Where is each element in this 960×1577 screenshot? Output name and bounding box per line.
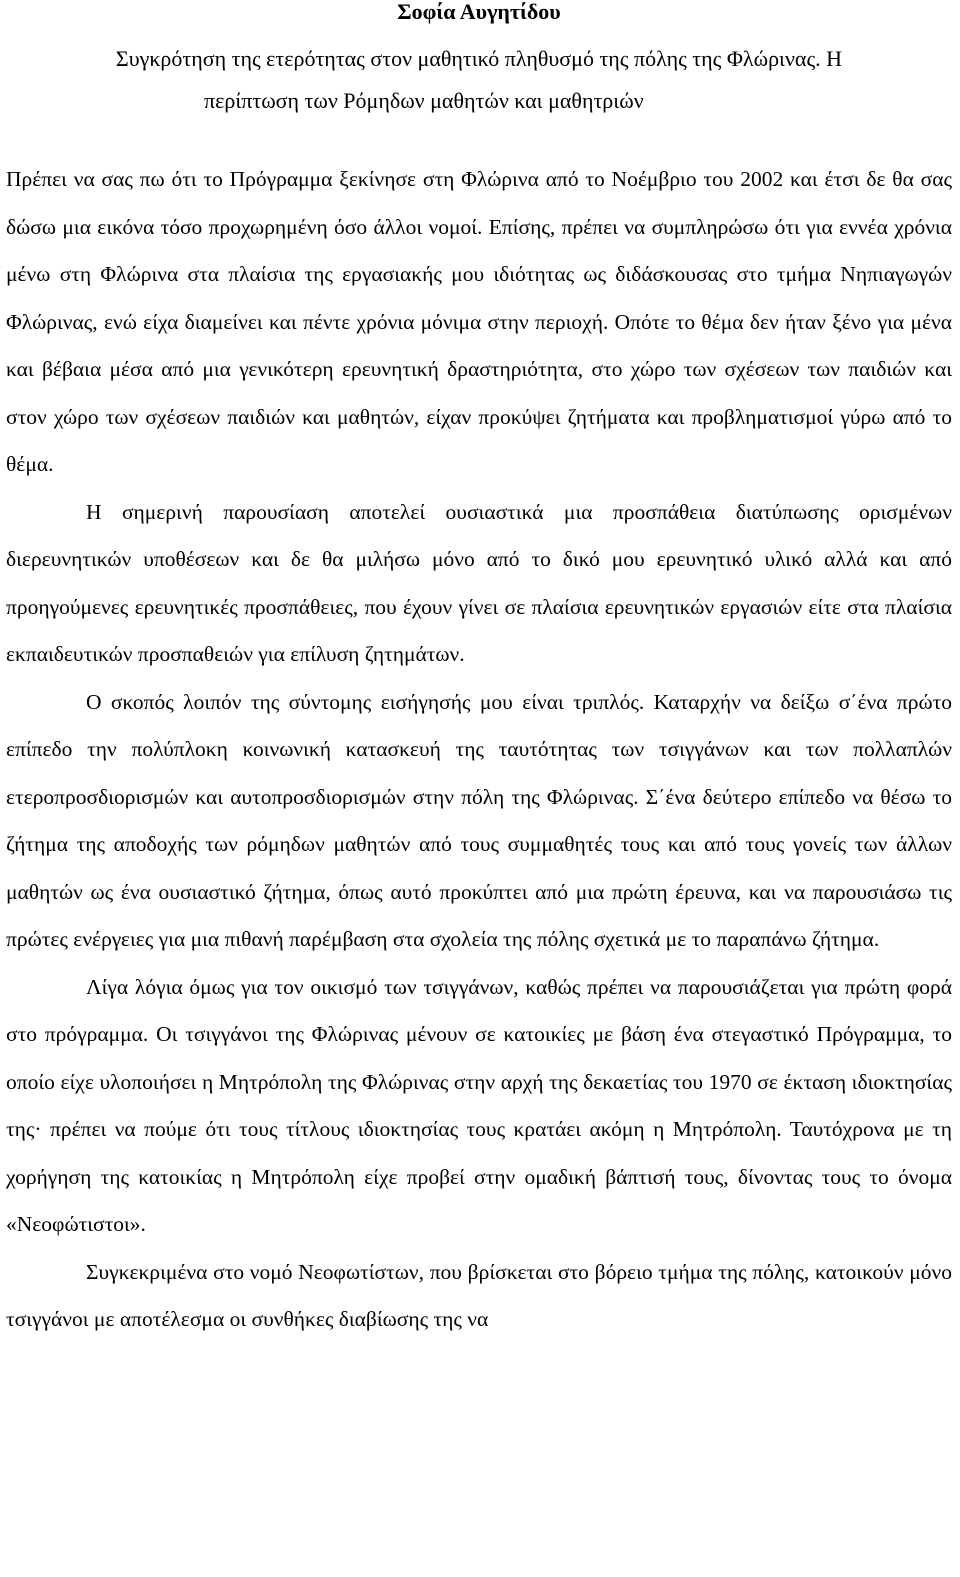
paragraph-1: Πρέπει να σας πω ότι το Πρόγραμμα ξεκίνησε στη Φλώρινα από το Νοέμβριο του 2002 και έτσι δε θα σας δώσω μια εικόνα τόσο προχωρημένη όσο άλλοι νομοί. Επίσης, πρέπει να συμπληρώσω ότι για εννέα χρόνια μένω στη Φλώρινα στα πλαίσια της εργασιακής μου ιδιότητας ως διδάσκουσας στο τμήμα Νηπιαγωγών Φλώρινας, ενώ είχα διαμείνει και πέντε χρόνια μόνιμα στην περιοχή. Οπότε το θέμα δεν ήταν ξένο για μένα και βέβαια μέσα από μια γενικότερη ερευνητική δραστηριότητα, στο χώρο των σχέσεων των παιδιών και στον χώρο των σχέσεων παιδιών και μαθητών, είχαν προκύψει ζητήματα και προβληματισμοί γύρω από το θέμα.	[6, 167, 952, 476]
paragraph-3: Ο σκοπός λοιπόν της σύντομης εισήγησής μου είναι τριπλός. Καταρχήν να δείξω σ΄ένα πρώτο επίπεδο την πολύπλοκη κοινωνική κατασκευή της ταυτότητας των τσιγγάνων και των πολλαπλών ετεροπροσδιορισμών και αυτοπροσδιορισμών στην πόλη της Φλώρινας. Σ΄ένα δεύτερο επίπεδο να θέσω το ζήτημα της αποδοχής των ρόμηδων μαθητών από τους συμμαθητές τους και από τους γονείς των άλλων μαθητών ως ένα ουσιαστικό ζήτημα, όπως αυτό προκύπτει από μια πρώτη έρευνα, και να παρουσιάσω τις πρώτες ενέργειες για μια πιθανή παρέμβαση στα σχολεία της πόλης σχετικά με το παραπάνω ζήτημα.	[6, 689, 952, 951]
document-body	[6, 156, 952, 1344]
paragraph-4: Λίγα λόγια όμως για τον οικισμό των τσιγγάνων, καθώς πρέπει να παρουσιάζεται για πρώτη φορά στο πρόγραμμα. Οι τσιγγάνοι της Φλώρινας μένουν σε κατοικίες με βάση ένα στεγαστικό Πρόγραμμα, το οποίο είχε υλοποιήσει η Μητρόπολη της Φλώρινας στην αρχή της δεκαετίας του 1970 σε έκταση ιδιοκτησίας της· πρέπει να πούμε ότι τους τίτλους ιδιοκτησίας τους κρατάει ακόμη η Μητρόπολη. Ταυτόχρονα με τη χορήγηση της κατοικίας η Μητρόπολη είχε προβεί στην ομαδική βάπτισή τους, δίνοντας τους το όνομα «Νεοφώτιστοι».	[6, 974, 952, 1236]
document-page	[6, 0, 952, 1344]
title-line-2: περίπτωση των Ρόμηδων μαθητών και μαθητριών	[204, 88, 644, 113]
document-title	[6, 38, 952, 122]
paragraph-2: Η σημερινή παρουσίαση αποτελεί ουσιαστικά μια προσπάθεια διατύπωσης ορισμένων διερευνητικών υποθέσεων και δε θα μιλήσω μόνο από το δικό μου ερευνητικό υλικό αλλά και από προηγούμενες ερευνητικές προσπάθειες, που έχουν γίνει σε πλαίσια ερευνητικών εργασιών είτε στα πλαίσια εκπαιδευτικών προσπαθειών για επίλυση ζητημάτων.	[6, 499, 952, 666]
author-name: Σοφία Αυγητίδου	[397, 0, 561, 24]
title-line-1: Συγκρότηση της ετερότητας στον μαθητικό πληθυσμό της πόλης της Φλώρινας. Η	[115, 46, 843, 71]
paragraph-5: Συγκεκριμένα στο νομό Νεοφωτίστων, που βρίσκεται στο βόρειο τμήμα της πόλης, κατοικούν μόνο τσιγγάνοι με αποτέλεσμα οι συνθήκες διαβίωσης της να	[6, 1259, 952, 1331]
